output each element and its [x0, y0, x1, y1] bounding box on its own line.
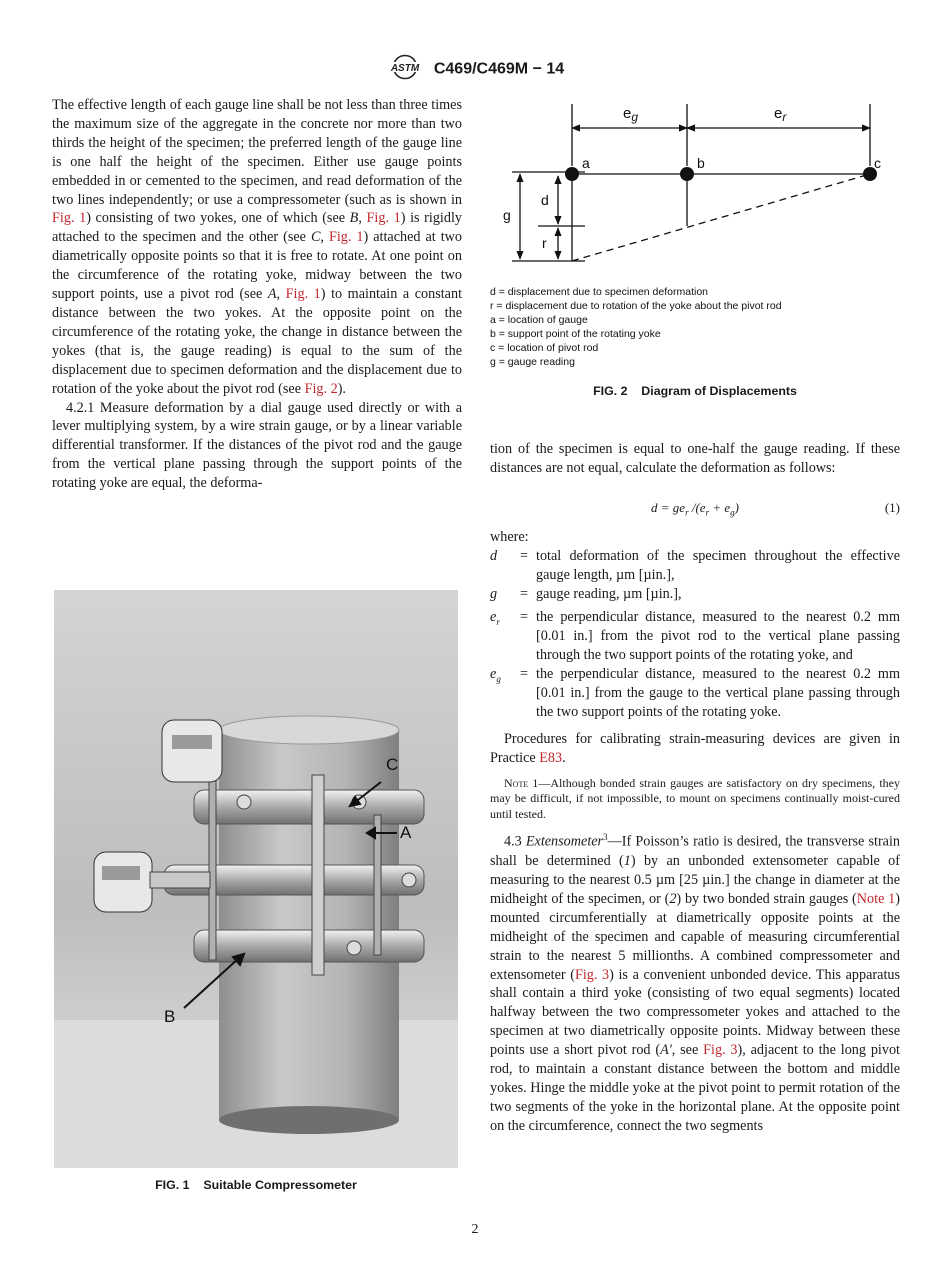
compressometer-photo: [54, 590, 458, 1168]
definition-row: $e_r$ = the perpendicular distance, measured to the nearest 0.2 mm [0.01 in.] from the pivot rod to the vertical plane passing through the two support points of the rotating yoke, and: [490, 609, 900, 664]
fig1-link[interactable]: Fig. 1: [52, 210, 87, 227]
figure-2-caption: FIG. 2 Diagram of Displacements: [593, 384, 797, 398]
figure-2-diagram: [490, 96, 900, 396]
point-a-marker: [565, 167, 579, 181]
label-g: g: [503, 207, 511, 223]
label-d: d: [541, 192, 549, 208]
paragraph-deformation-continued: tion of the specimen is equal to one-half the gauge reading. If these distances are not equal, calculate the deformation as follows:: [490, 441, 900, 476]
definition-row: $e_g$ = the perpendicular distance, measured to the nearest 0.2 mm [0.01 in.] from the gauge to the vertical plane passing through the two support points of the rotating yoke.: [490, 666, 900, 720]
standard-designation: C469/C469M − 14: [433, 60, 565, 78]
legend-item: b = support point of the rotating yoke: [490, 327, 661, 340]
definition-row: d = total deformation of the specimen throughout the effective gauge length, µm [µin.],: [490, 547, 900, 583]
label-er: $e_r$: [774, 105, 787, 124]
equation-1: $d = ge_r$ $/(e_r + e_g)$ (1): [651, 500, 900, 518]
where-label: where:: [490, 529, 529, 545]
definition-row: g = gauge reading, µm [µin.],: [490, 585, 682, 602]
dial-gauge-top: [162, 720, 222, 782]
photo-label-b: B: [164, 1007, 176, 1026]
top-yoke: [194, 790, 424, 824]
fig1-link[interactable]: Fig. 1: [366, 210, 401, 227]
legend-item: d = displacement due to specimen deformation: [490, 286, 709, 298]
page-header: [0, 54, 950, 85]
fig1-link[interactable]: Fig. 1: [328, 229, 364, 246]
legend-item: c = location of pivot rod: [490, 341, 599, 354]
left-column-text: [52, 96, 462, 493]
logo-text: ASTM: [390, 63, 420, 74]
right-column-text: [490, 440, 900, 478]
fig3-link[interactable]: Fig. 3: [574, 966, 610, 983]
legend-item: g = gauge reading: [490, 355, 575, 368]
e83-link[interactable]: E83: [539, 749, 563, 766]
label-a: a: [582, 155, 590, 171]
label-r: r: [542, 235, 547, 251]
legend-item: r = displacement due to rotation of the yoke about the pivot rod: [490, 299, 782, 312]
variable-definitions: [490, 547, 900, 722]
paragraph-4-3-extensometer: 4.3 Extensometer$^3$—If Poisson’s ratio is desired, the transverse strain shall be determined (1) by an unbonded extensometer capable of measuring to the nearest 0.5 µm [25 µin.] the change in diameter at the midheight of the specimen, or (2) by two bonded strain gauges (Note 1) mounted circumferentially at diametrically opposite points at the midheight of the specimen and capable of measuring circumferential strain to the nearest 5 millionths. A combined compressometer and extensometer (Fig. 3) is a convenient unbonded device. This apparatus shall contain a third yoke (consisting of two equal segments) located halfway between the two compressometer yokes and attached to the specimen at two diametrically opposite points. Midway between these points use a short pivot rod (A', see Fig. 3), adjacent to the long pivot rod, to maintain a constant distance between the bottom and middle yokes. Hinge the middle yoke at the pivot point to permit rotation of the two segments of the yoke in the horizontal plane. At the opposite point on the circumference, connect the two segments: [490, 832, 900, 1134]
fig1-link[interactable]: Fig. 1: [285, 286, 321, 303]
astm-logo: [386, 54, 424, 85]
figure-2-legend: [490, 286, 782, 369]
legend-item: a = location of gauge: [490, 313, 588, 326]
dial-gauge-side: [94, 852, 152, 912]
label-b: b: [697, 155, 705, 171]
fig2-link[interactable]: Fig. 2: [304, 380, 338, 397]
where-block: [490, 528, 900, 1136]
paragraph-4-2-1: 4.2.1 Measure deformation by a dial gauge used directly or with a lever multiplying system, by a wire strain gauge, or by a linear variable differential transformer. If the distances of the pivot rod and the gauge from the vertical plane passing through the support points of the rotating yoke are equal, the deforma-: [52, 399, 462, 492]
photo-label-a: A: [400, 823, 412, 842]
photo-label-c: C: [386, 755, 399, 774]
paragraph-gauge-length: The effective length of each gauge line shall be not less than three times the maximum size of the aggregate in the concrete nor more than two thirds the height of the specimen; the preferred length of the gauge line is one half the height of the specimen. Either use gauge points embedded in or cemented to the specimen, and read deformation of the two lines independently; or use a compressometer (such as is shown in Fig. 1) consisting of two yokes, one of which (see B, Fig. 1) is rigidly attached to the specimen and the other (see C, Fig. 1) attached at two diametrically opposite points so that it is free to rotate. At one point on the circumference of the rotating yoke, midway between the two support points, use a pivot rod (see A, Fig. 1) to maintain a constant distance between the two yokes. At the opposite point on the circumference of the rotating yoke, the change in distance between the yokes (that is, the gauge reading) is equal to the sum of the displacement due to specimen deformation and the displacement due to rotation of the yoke about the pivot rod (see Fig. 2).: [52, 97, 463, 397]
note-1: Note 1—Although bonded strain gauges are satisfactory on dry specimens, they may be difficult, if not impossible, to mount on specimens continually moist-cured until tested.: [490, 775, 900, 821]
point-b-marker: [680, 167, 694, 181]
note-1-link[interactable]: Note 1: [856, 890, 896, 907]
label-c: c: [874, 155, 881, 171]
paragraph-calibration: Procedures for calibrating strain-measuring devices are given in Practice E83.: [490, 730, 900, 766]
figure-1-photo: [54, 590, 458, 1168]
label-eg: $e_g$: [623, 105, 639, 124]
pivot-rod: [312, 775, 324, 975]
bottom-yoke: [194, 930, 424, 962]
displacement-diagram: [490, 96, 900, 276]
equation-number: (1): [884, 500, 900, 515]
page-number: 2: [471, 1222, 479, 1237]
figure-1-caption: FIG. 1 Suitable Compressometer: [155, 1178, 357, 1192]
fig3-link[interactable]: Fig. 3: [703, 1042, 738, 1059]
